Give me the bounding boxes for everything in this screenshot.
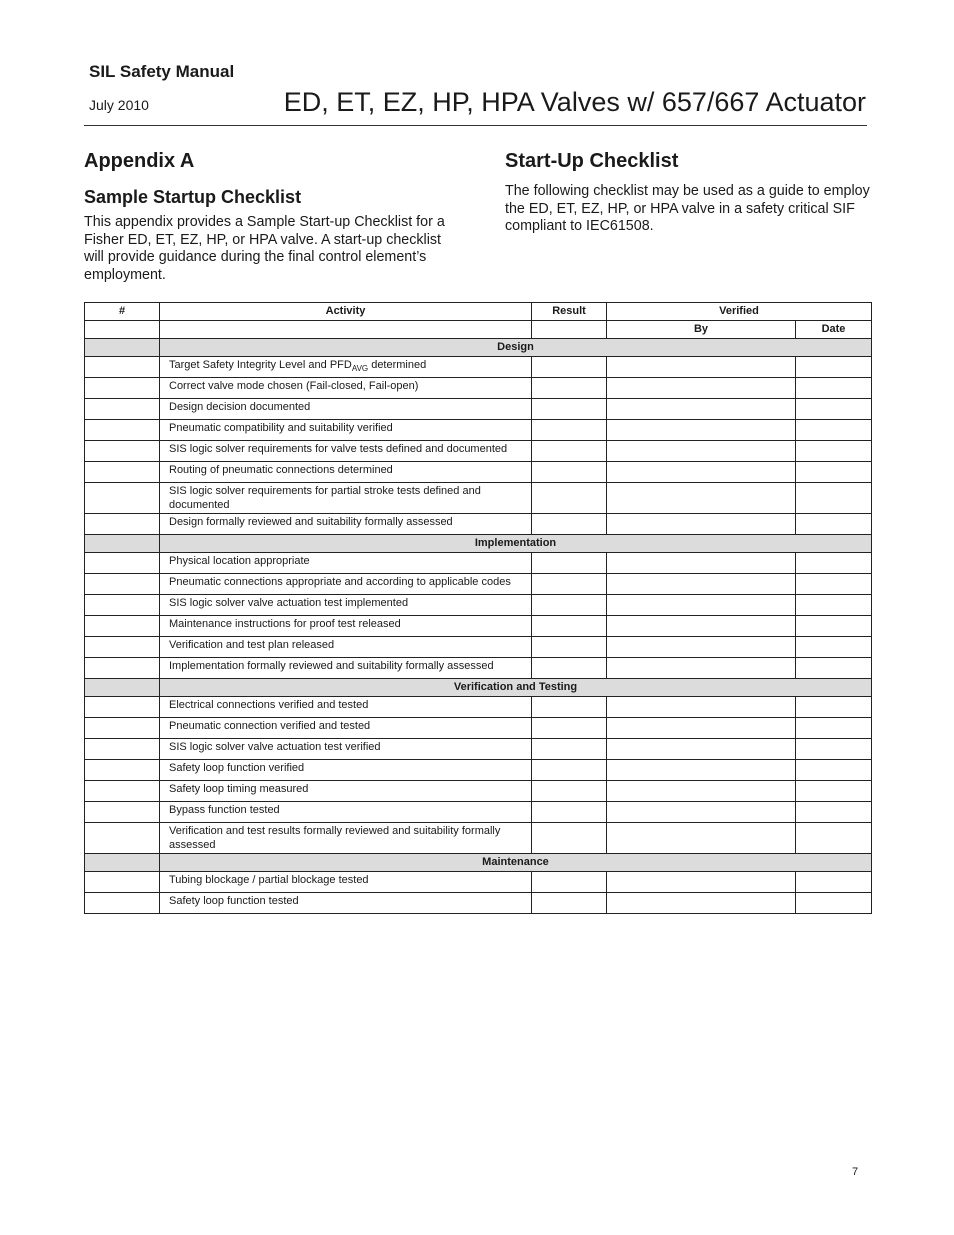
number-cell — [85, 637, 160, 658]
number-cell — [85, 739, 160, 760]
number-cell — [85, 514, 160, 535]
verified-by-cell — [607, 420, 796, 441]
result-cell — [532, 420, 607, 441]
verified-date-cell — [796, 441, 872, 462]
verified-by-cell — [607, 462, 796, 483]
section-number-cell — [85, 679, 160, 697]
table-row — [85, 823, 872, 854]
verified-date-cell — [796, 823, 872, 854]
result-cell — [532, 553, 607, 574]
verified-date-cell — [796, 760, 872, 781]
activity-cell: Electrical connections verified and tested — [160, 697, 532, 718]
left-column — [84, 150, 456, 284]
verified-by-cell — [607, 658, 796, 679]
table-row — [85, 483, 872, 514]
verified-date-cell — [796, 739, 872, 760]
verified-by-cell — [607, 872, 796, 893]
verified-date-cell — [796, 574, 872, 595]
table-row — [85, 802, 872, 823]
section-title: Design — [160, 339, 872, 357]
number-cell — [85, 553, 160, 574]
verified-by-cell — [607, 616, 796, 637]
result-cell — [532, 483, 607, 514]
verified-by-cell — [607, 483, 796, 514]
number-cell — [85, 462, 160, 483]
checklist-heading: Start-Up Checklist — [505, 150, 679, 172]
activity-text: determined — [368, 359, 427, 371]
activity-cell: SIS logic solver valve actuation test verified — [160, 739, 532, 760]
activity-cell: Safety loop timing measured — [160, 781, 532, 802]
column-header-date: Date — [796, 321, 872, 339]
table-row — [85, 574, 872, 595]
verified-by-cell — [607, 399, 796, 420]
table-row — [85, 893, 872, 914]
table-header-row — [85, 303, 872, 321]
verified-date-cell — [796, 514, 872, 535]
section-row-implementation — [85, 535, 872, 553]
result-cell — [532, 357, 607, 378]
result-cell — [532, 823, 607, 854]
section-number-cell — [85, 854, 160, 872]
result-cell — [532, 697, 607, 718]
appendix-paragraph: This appendix provides a Sample Start-up Checklist for a Fisher ED, ET, EZ, HP, or HPA valve. A start-up checklist will provide guidance during the final control element’s employment. — [84, 214, 445, 283]
right-column — [505, 150, 880, 236]
verified-date-cell — [796, 658, 872, 679]
verified-by-cell — [607, 781, 796, 802]
number-cell — [85, 823, 160, 854]
verified-by-cell — [607, 637, 796, 658]
verified-date-cell — [796, 462, 872, 483]
table-row — [85, 357, 872, 378]
number-cell — [85, 802, 160, 823]
activity-text: Target Safety Integrity Level and PFD — [169, 359, 352, 371]
section-title: Maintenance — [160, 854, 872, 872]
verified-by-cell — [607, 697, 796, 718]
number-cell — [85, 595, 160, 616]
column-header-by: By — [607, 321, 796, 339]
verified-date-cell — [796, 420, 872, 441]
column-header-activity: Activity — [160, 303, 532, 321]
result-cell — [532, 872, 607, 893]
verified-by-cell — [607, 739, 796, 760]
verified-date-cell — [796, 637, 872, 658]
table-row — [85, 420, 872, 441]
verified-by-cell — [607, 514, 796, 535]
verified-date-cell — [796, 378, 872, 399]
result-cell — [532, 739, 607, 760]
section-row-design — [85, 339, 872, 357]
verified-by-cell — [607, 441, 796, 462]
result-cell — [532, 462, 607, 483]
startup-checklist-table — [84, 302, 872, 914]
manual-title: SIL Safety Manual — [89, 62, 235, 81]
verified-date-cell — [796, 802, 872, 823]
number-cell — [85, 483, 160, 514]
number-cell — [85, 718, 160, 739]
table-row — [85, 637, 872, 658]
verified-date-cell — [796, 399, 872, 420]
result-cell — [532, 658, 607, 679]
table-subheader-row — [85, 321, 872, 339]
verified-by-cell — [607, 595, 796, 616]
result-cell — [532, 893, 607, 914]
verified-by-cell — [607, 760, 796, 781]
activity-cell: Safety loop function verified — [160, 760, 532, 781]
activity-cell: Verification and test plan released — [160, 637, 532, 658]
section-number-cell — [85, 339, 160, 357]
activity-cell: Physical location appropriate — [160, 553, 532, 574]
section-row-maintenance — [85, 854, 872, 872]
result-cell — [532, 781, 607, 802]
number-cell — [85, 420, 160, 441]
table-row — [85, 399, 872, 420]
activity-cell — [160, 357, 532, 378]
result-cell — [532, 399, 607, 420]
activity-cell: SIS logic solver requirements for partial stroke tests defined and documented — [160, 483, 532, 514]
table-row — [85, 378, 872, 399]
table-row — [85, 718, 872, 739]
result-cell — [532, 574, 607, 595]
verified-date-cell — [796, 697, 872, 718]
document-title: ED, ET, EZ, HP, HPA Valves w/ 657/667 Actuator — [283, 87, 866, 117]
verified-by-cell — [607, 718, 796, 739]
verified-by-cell — [607, 893, 796, 914]
number-cell — [85, 872, 160, 893]
verified-date-cell — [796, 483, 872, 514]
verified-by-cell — [607, 823, 796, 854]
column-header-result: Result — [532, 303, 607, 321]
activity-cell: Pneumatic compatibility and suitability verified — [160, 420, 532, 441]
table-row — [85, 595, 872, 616]
table-row — [85, 462, 872, 483]
verified-date-cell — [796, 357, 872, 378]
section-title: Verification and Testing — [160, 679, 872, 697]
verified-date-cell — [796, 616, 872, 637]
verified-date-cell — [796, 872, 872, 893]
column-header-verified: Verified — [607, 303, 872, 321]
result-cell — [532, 760, 607, 781]
activity-cell: Design decision documented — [160, 399, 532, 420]
verified-by-cell — [607, 802, 796, 823]
number-cell — [85, 893, 160, 914]
table-row — [85, 739, 872, 760]
section-number-cell — [85, 535, 160, 553]
checklist-paragraph: The following checklist may be used as a guide to employ the ED, ET, EZ, HP, or HPA valve in a safety critical SIF compliant to IEC61508. — [505, 183, 870, 234]
table-row — [85, 760, 872, 781]
activity-cell: Maintenance instructions for proof test released — [160, 616, 532, 637]
activity-cell: Safety loop function tested — [160, 893, 532, 914]
pfd-subscript: AVG — [351, 364, 369, 374]
activity-cell: Verification and test results formally reviewed and suitability formally assessed — [160, 823, 532, 854]
verified-date-cell — [796, 893, 872, 914]
empty-cell — [532, 321, 607, 339]
section-title: Implementation — [160, 535, 872, 553]
activity-cell: Correct valve mode chosen (Fail-closed, Fail-open) — [160, 378, 532, 399]
number-cell — [85, 357, 160, 378]
result-cell — [532, 441, 607, 462]
number-cell — [85, 574, 160, 595]
section-row-verification — [85, 679, 872, 697]
table-row — [85, 658, 872, 679]
activity-cell: SIS logic solver requirements for valve tests defined and documented — [160, 441, 532, 462]
table-row — [85, 553, 872, 574]
table-row — [85, 697, 872, 718]
verified-date-cell — [796, 595, 872, 616]
activity-cell: SIS logic solver valve actuation test implemented — [160, 595, 532, 616]
appendix-subheading: Sample Startup Checklist — [84, 187, 302, 207]
verified-by-cell — [607, 553, 796, 574]
table-row — [85, 781, 872, 802]
result-cell — [532, 514, 607, 535]
page-number: 7 — [852, 1166, 859, 1178]
activity-cell: Design formally reviewed and suitability formally assessed — [160, 514, 532, 535]
issue-date: July 2010 — [89, 97, 149, 113]
table-row — [85, 872, 872, 893]
empty-cell — [85, 321, 160, 339]
checklist-body — [85, 339, 872, 914]
table-row — [85, 616, 872, 637]
verified-date-cell — [796, 718, 872, 739]
activity-cell: Bypass function tested — [160, 802, 532, 823]
verified-by-cell — [607, 357, 796, 378]
number-cell — [85, 616, 160, 637]
activity-cell: Pneumatic connection verified and tested — [160, 718, 532, 739]
number-cell — [85, 441, 160, 462]
empty-cell — [160, 321, 532, 339]
verified-date-cell — [796, 553, 872, 574]
activity-cell: Implementation formally reviewed and suitability formally assessed — [160, 658, 532, 679]
result-cell — [532, 595, 607, 616]
result-cell — [532, 802, 607, 823]
result-cell — [532, 637, 607, 658]
number-cell — [85, 697, 160, 718]
appendix-heading: Appendix A — [84, 150, 195, 172]
table-row — [85, 441, 872, 462]
number-cell — [85, 399, 160, 420]
column-header-number: # — [85, 303, 160, 321]
verified-date-cell — [796, 781, 872, 802]
result-cell — [532, 718, 607, 739]
activity-cell: Pneumatic connections appropriate and according to applicable codes — [160, 574, 532, 595]
result-cell — [532, 616, 607, 637]
verified-by-cell — [607, 378, 796, 399]
number-cell — [85, 378, 160, 399]
verified-by-cell — [607, 574, 796, 595]
result-cell — [532, 378, 607, 399]
number-cell — [85, 781, 160, 802]
number-cell — [85, 760, 160, 781]
table-row — [85, 514, 872, 535]
number-cell — [85, 658, 160, 679]
activity-cell: Tubing blockage / partial blockage tested — [160, 872, 532, 893]
activity-cell: Routing of pneumatic connections determined — [160, 462, 532, 483]
header-rule — [84, 125, 867, 126]
